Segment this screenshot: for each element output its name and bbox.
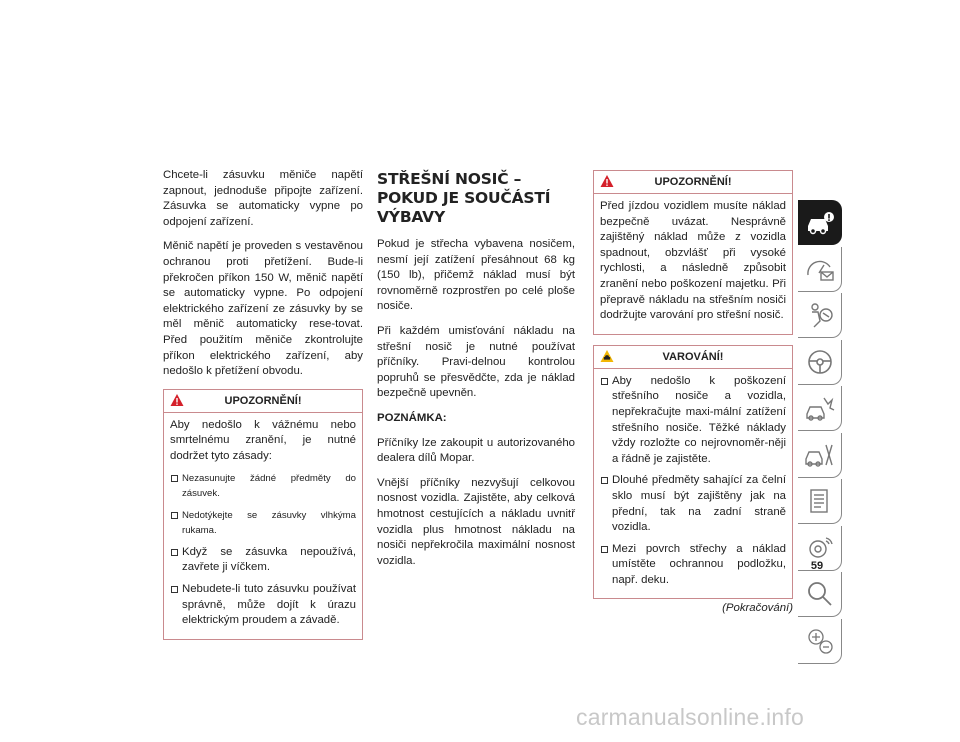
- tab-index[interactable]: [798, 572, 842, 617]
- paragraph: Vnější příčníky nezvyšují celkovou nosnost vozidla. Zajistěte, aby celková hmotnost cestujících a nákladu uvnitř vozidla plus hmotnost nákladu na nosiči nepřekročila maximální nosnost vozidla.: [377, 476, 575, 567]
- paragraph: Pokud je střecha vybavena nosičem, nesmí její zatížení přesáhnout 68 kg (150 lb), přičemž náklad musí být rovnoměrně rozprostřen po celé ploše nosiče.: [377, 238, 575, 313]
- left-column: [163, 168, 363, 648]
- tab-driving[interactable]: [798, 340, 842, 385]
- tab-specifications[interactable]: [798, 479, 842, 524]
- chapter-tabs: [798, 200, 842, 665]
- tab-car-info[interactable]: [798, 200, 842, 245]
- caution-car-icon: [600, 349, 614, 363]
- language-icon: [804, 625, 836, 657]
- note-title: POZNÁMKA:: [377, 411, 447, 424]
- list-item: Dlouhé předměty sahající za čelní sklo musí být zajištěny jak na přední, tak na zadní straně vozidla.: [600, 473, 786, 535]
- continued-label: (Pokračování): [722, 602, 793, 615]
- middle-column: [377, 170, 575, 578]
- paragraph: Chcete-li zásuvku měniče napětí zapnout, jednoduše připojte zařízení. Zásuvka se automaticky vypne po odpojení zařízení.: [163, 169, 363, 228]
- watermark: carmanualsonline.info: [576, 704, 804, 730]
- warning-box-title: UPOZORNĚNÍ!: [224, 394, 302, 407]
- list-item: Nedotýkejte se zásuvky vlhkýma rukama.: [170, 508, 356, 539]
- safety-airbag-icon: [804, 299, 836, 331]
- tab-safety[interactable]: [798, 293, 842, 338]
- warning-intro: Aby nedošlo k vážnému nebo smrtelnému zranění, je nutné dodržet tyto zásady:: [170, 418, 356, 462]
- tab-service[interactable]: [798, 433, 842, 478]
- warning-box-header: [164, 390, 362, 413]
- tab-dashboard[interactable]: [798, 247, 842, 292]
- caution-box-title: VAROVÁNÍ!: [662, 350, 724, 363]
- section-heading: STŘEŠNÍ NOSIČ – POKUD JE SOUČÁSTÍ VÝBAVY: [377, 170, 551, 226]
- caution-box-header: [594, 346, 792, 369]
- note-text: Příčníky lze zakoupit u autorizovaného dealera dílů Mopar.: [377, 436, 575, 465]
- warning-triangle-icon: [170, 393, 184, 407]
- page-number: 59: [810, 560, 824, 572]
- paragraph: Měnič napětí je proveden s vestavěnou ochranou proti přetížení. Bude-li překročen příkon 150 W, měnič napětí se automaticky vypne. Po odpojení elektrického zařízení ze zásuvky by se měl měnič automaticky rese-tovat. Před použitím měniče zkontrolujte příkon elektrického zařízení, aby nedošlo k přetížení obvodu.: [163, 240, 363, 378]
- warning-box: [593, 170, 793, 335]
- list-item: Když se zásuvka nepoužívá, zavřete ji víčkem.: [170, 545, 356, 576]
- list-item: Nebudete-li tuto zásuvku používat správně, může dojít k úrazu elektrickým proudem a závadě.: [170, 582, 356, 629]
- right-column: [593, 168, 793, 617]
- list-item: Mezi povrch střechy a náklad umístěte ochrannou podložku, např. deku.: [600, 542, 786, 589]
- steering-wheel-icon: [804, 346, 836, 378]
- warning-box-title: UPOZORNĚNÍ!: [654, 176, 732, 188]
- paragraph: Při každém umisťování nákladu na střešní nosič je nutné používat příčníky. Pravi-delnou kontrolou popruhů se přesvědčte, zda je náklad bezpečně upevněn.: [377, 324, 575, 400]
- warning-text: Před jízdou vozidlem musíte náklad bezpečně uvázat. Nesprávně zajištěný náklad může z vozidla spadnout, obzvlášť při vysoké rychlosti, a následně způsobit zranění nebo poškození majetku. Při přepravě nákladu na střešním nosiči dodržujte varování pro střešní nosič.: [600, 200, 786, 322]
- warning-box: [163, 389, 363, 640]
- tab-emergency[interactable]: [798, 386, 842, 431]
- specifications-list-icon: [804, 485, 836, 517]
- caution-list: [600, 374, 786, 589]
- car-service-tools-icon: [804, 439, 836, 471]
- dashboard-message-icon: [804, 253, 836, 285]
- index-search-icon: [804, 578, 836, 610]
- multimedia-icon: [804, 532, 836, 564]
- warning-list: [170, 471, 356, 629]
- emergency-crash-icon: [804, 392, 836, 424]
- list-item: Aby nedošlo k poškození střešního nosiče a vozidla, nepřekračujte maxi-mální zatížení střešního nosiče. Těžké náklady vždy rozložte co nejrovnoměr-něji a řádně je zajistěte.: [600, 374, 786, 468]
- car-info-icon: [804, 206, 836, 238]
- warning-triangle-icon: [600, 174, 614, 188]
- warning-box-header: [594, 171, 792, 194]
- tab-language[interactable]: [798, 619, 842, 664]
- caution-box: [593, 345, 793, 600]
- list-item: Nezasunujte žádné předměty do zásuvek.: [170, 471, 356, 502]
